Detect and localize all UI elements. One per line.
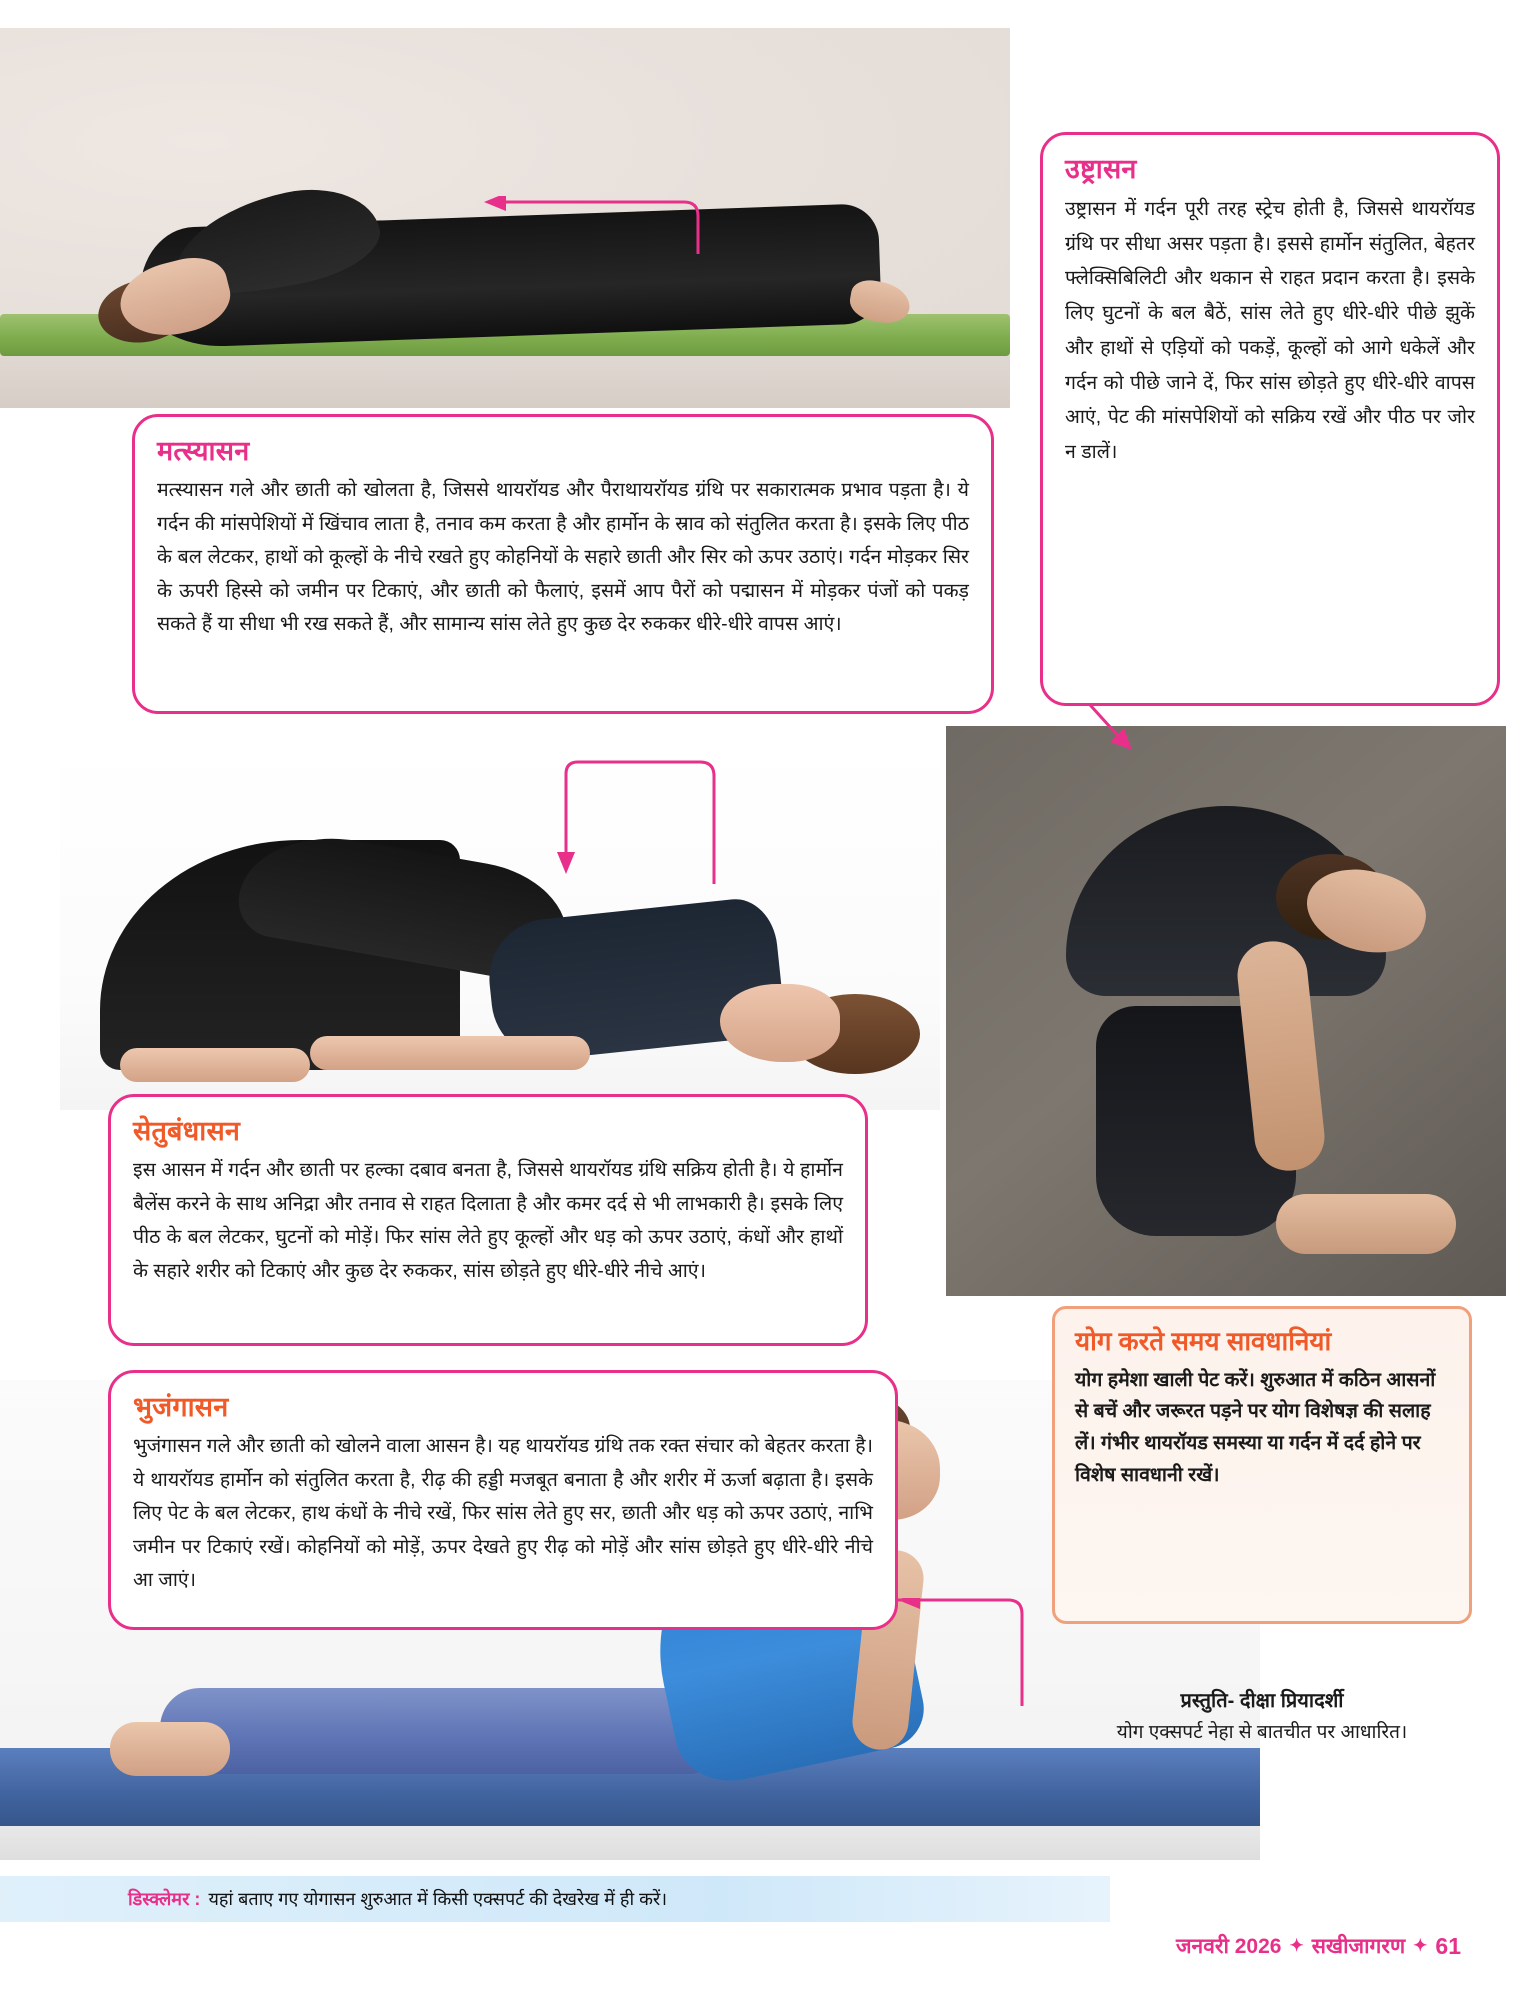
star-icon: ✦: [1413, 1936, 1428, 1955]
model-legs: [160, 1688, 720, 1774]
asana-title-bhujangasana: भुजंगासन: [133, 1392, 229, 1422]
footer-issue: जनवरी 2026: [1175, 1935, 1282, 1958]
disclaimer-text: यहां बताए गए योगासन शुरुआत में किसी एक्सपर्ट की देखरेख में ही करें।: [208, 1889, 668, 1909]
asana-title-ushtrasana: उष्ट्रासन: [1065, 154, 1137, 184]
photo-setubandhasana: [60, 740, 940, 1110]
arrow-matsyasana: [470, 196, 700, 256]
disclaimer-bar: [0, 1876, 1110, 1922]
model-feet: [110, 1722, 230, 1776]
photo-floor: [0, 354, 1010, 408]
callout-setubandhasana: [108, 1094, 868, 1346]
precautions-title: योग करते समय सावधानियां: [1075, 1326, 1332, 1356]
footer-brand: सखीजागरण: [1311, 1935, 1406, 1958]
page-footer: [1176, 1932, 1461, 1960]
model-head: [720, 984, 840, 1062]
asana-text-setubandhasana: इस आसन में गर्दन और छाती पर हल्का दबाव बनता है, जिससे थायरॉयड ग्रंथि सक्रिय होती है। ये हार्मोन बैलेंस करने के साथ अनिद्रा और तनाव से राहत दिलाता है और कमर दर्द से भी लाभकारी है। इसके लिए पीठ के बल लेटकर, घुटनों को मोड़ें। फिर सांस लेते हुए कूल्हों और धड़ को ऊपर उठाएं, कंधों और हाथों के सहारे शरीर को टिकाएं और कुछ देर रुककर, सांस छोड़ते हुए धीरे-धीरे नीचे आएं।: [133, 1159, 843, 1282]
callout-ushtrasana: [1040, 132, 1500, 706]
model-feet: [120, 1048, 310, 1082]
asana-title-setubandhasana: सेतुबंधासन: [133, 1116, 241, 1146]
callout-bhujangasana: [108, 1370, 898, 1630]
photo-floor: [0, 1824, 1260, 1860]
credit-block: [1052, 1686, 1472, 1748]
asana-title-matsyasana: मत्स्यासन: [157, 436, 250, 466]
credit-source: योग एक्सपर्ट नेहा से बातचीत पर आधारित।: [1116, 1722, 1408, 1743]
callout-matsyasana: [132, 414, 994, 714]
photo-ushtrasana: [946, 726, 1506, 1296]
precautions-text: योग हमेशा खाली पेट करें। शुरुआत में कठिन आसनों से बचें और जरूरत पड़ने पर योग विशेषज्ञ की सलाह लें। गंभीर थायरॉयड समस्या या गर्दन में दर्द होने पर विशेष सावधानी रखें।: [1075, 1368, 1436, 1486]
model-feet: [1276, 1194, 1456, 1254]
arrow-setubandhasana: [536, 756, 716, 886]
asana-text-bhujangasana: भुजंगासन गले और छाती को खोलने वाला आसन है। यह थायरॉयड ग्रंथि तक रक्त संचार को बेहतर करता है। ये थायरॉयड हार्मोन को संतुलित करता है, रीढ़ की हड्डी मजबूत बनाता है और शरीर में ऊर्जा बढ़ाता है। इसके लिए पेट के बल लेटकर, हाथ कंधों के नीचे रखें, फिर सांस लेते हुए सर, छाती और धड़ को ऊपर उठाएं, नाभि जमीन पर टिकाएं रखें। कोहनियों को मोड़ें, ऊपर देखते हुए रीढ़ को मोड़ें और सांस छोड़ते हुए धीरे-धीरे नीचे आ जाएं।: [133, 1435, 873, 1592]
disclaimer-label: डिस्क्लेमर :: [128, 1889, 201, 1909]
star-icon: ✦: [1289, 1936, 1304, 1955]
footer-page-number: 61: [1435, 1932, 1461, 1959]
credit-presenter: प्रस्तुति- दीक्षा प्रियादर्शी: [1180, 1690, 1344, 1712]
asana-text-matsyasana: मत्स्यासन गले और छाती को खोलता है, जिससे थायरॉयड और पैराथायरॉयड ग्रंथि पर सकारात्मक प्रभाव पड़ता है। ये गर्दन की मांसपेशियों में खिंचाव लाता है, तनाव कम करता है और हार्मोन के स्राव को संतुलित करता है। इसके लिए पीठ के बल लेटकर, हाथों को कूल्हों के नीचे रखते हुए कोहनियों के सहारे छाती और सिर को ऊपर उठाएं। गर्दन मोड़कर सिर के ऊपरी हिस्से को जमीन पर टिकाएं, और छाती को फैलाएं, इसमें आप पैरों को पद्मासन में मोड़कर पंजों को पकड़ सकते हैं या सीधा भी रख सकते हैं, और सामान्य सांस लेते हुए कुछ देर रुककर धीरे-धीरे वापस आएं।: [157, 479, 969, 636]
model-arm: [310, 1036, 590, 1070]
asana-text-ushtrasana: उष्ट्रासन में गर्दन पूरी तरह स्ट्रेच होती है, जिससे थायरॉयड ग्रंथि पर सीधा असर पड़ता है। इससे हार्मोन संतुलित, बेहतर फ्लेक्सिबिलिटी और थकान से राहत प्रदान करता है। इसके लिए घुटनों के बल बैठें, सांस लेते हुए धीरे-धीरे पीछे झुकें और हाथों से एड़ियों को पकड़ें, कूल्हों को आगे धकेलें और गर्दन को पीछे जाने दें, फिर सांस छोड़ते हुए धीरे-धीरे वापस आएं, पेट की मांसपेशियों को सक्रिय रखें और पीठ पर जोर न डालें।: [1065, 198, 1475, 463]
arrow-bhujangasana: [896, 1598, 1026, 1708]
precautions-box: [1052, 1306, 1472, 1624]
